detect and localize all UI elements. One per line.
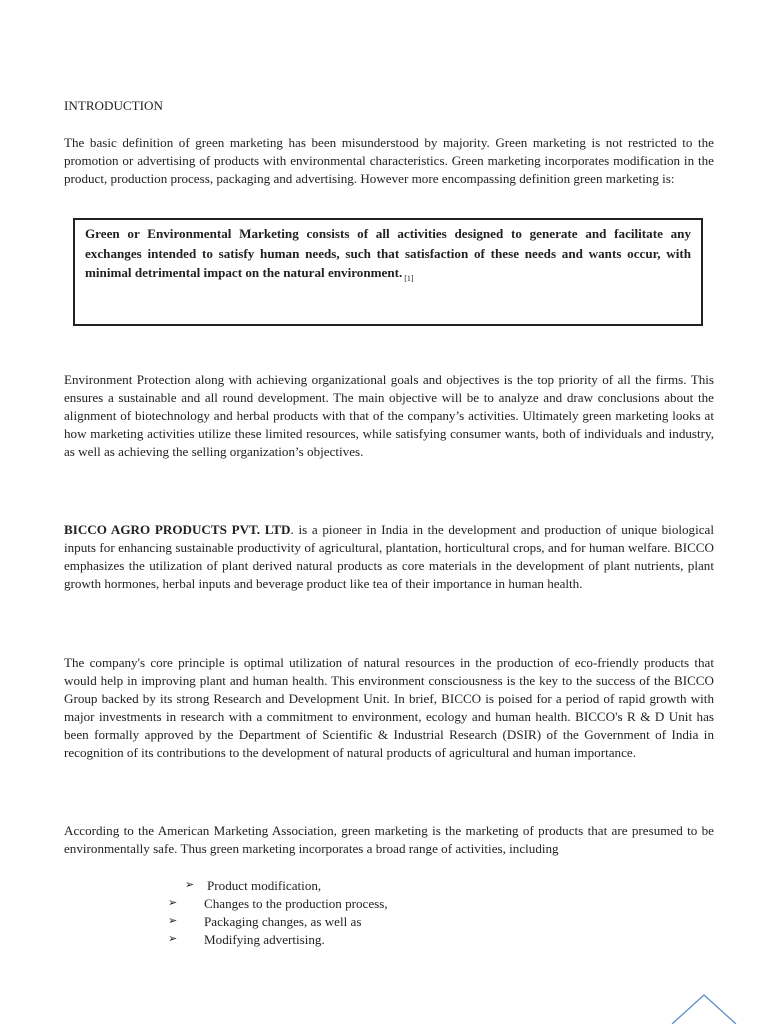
footnote-marker: [1] [404, 273, 414, 283]
paragraph-core-principle: The company's core principle is optimal utilization of natural resources in the production of eco-friendly products that would help in improving plant and human health. This environment consciousness is the key to the success of the BICCO Group backed by its strong Research and Development Unit. In brief, BICCO is poised for a period of rapid growth with major investments in research with a commitment to environment, ecology and human health. BICCO's R & D Unit has been formally approved by the Department of Scientific & Industrial Research (DSIR) of the Government of India in recognition of its contributions to the development of natural products of agricultural and human importance. [64, 655, 714, 760]
list-item-text: Changes to the production process, [204, 896, 388, 911]
diamond-decoration-icon [668, 990, 768, 1024]
list-item-text: Product modification, [207, 878, 322, 893]
arrow-bullet-icon: ➢ [168, 915, 178, 927]
paragraph-ama: According to the American Marketing Association, green marketing is the marketing of products that are presumed to be environmentally safe. Thus green marketing incorporates a broad range of activities, including [64, 823, 714, 856]
list-item-text: Packaging changes, as well as [204, 914, 362, 929]
definition-text: Green or Environmental Marketing consists of all activities designed to generate and facilitate any exchanges intended to satisfy human needs, such that satisfaction of these needs and wants occur, with minimal detrimental impact on the natural environment. [85, 226, 691, 280]
paragraph-bicco [64, 521, 714, 593]
arrow-bullet-icon: ➢ [168, 933, 178, 945]
section-heading: INTRODUCTION [64, 98, 163, 113]
paragraph-bicco-text: . is a pioneer in India in the development and production of unique biological inputs for enhancing sustainable productivity of agricultural, plantation, horticultural crops, and for human welfare. BICCO emphasizes the utilization of plant derived natural products as core materials in the development of plant nutrients, plant growth hormones, herbal inputs and beverage product like tea of their importance in human health. [64, 522, 714, 591]
definition-box [73, 218, 703, 326]
paragraph-environment: Environment Protection along with achieving organizational goals and objectives is the top priority of all the firms. This ensures a sustainable and all round development. The main objective will be to analyze and draw conclusions about the alignment of biotechnology and herbal products with that of the company’s activities. Ultimately green marketing looks at how marketing activities utilize these limited resources, while satisfying consumer wants, both of individuals and industry, as well as achieving the selling organization’s objectives. [64, 372, 714, 459]
arrow-bullet-icon: ➢ [168, 897, 178, 909]
company-name: BICCO AGRO PRODUCTS PVT. LTD [64, 522, 291, 537]
arrow-bullet-icon: ➢ [185, 879, 195, 891]
intro-paragraph: The basic definition of green marketing has been misunderstood by majority. Green marketing is not restricted to the promotion or advertising of products with environmental characteristics. Green marketing incorporates modification in the product, production process, packaging and advertising. However more encompassing definition green marketing is: [64, 135, 714, 186]
list-item-text: Modifying advertising. [204, 932, 325, 947]
definition-text-block [85, 224, 691, 288]
